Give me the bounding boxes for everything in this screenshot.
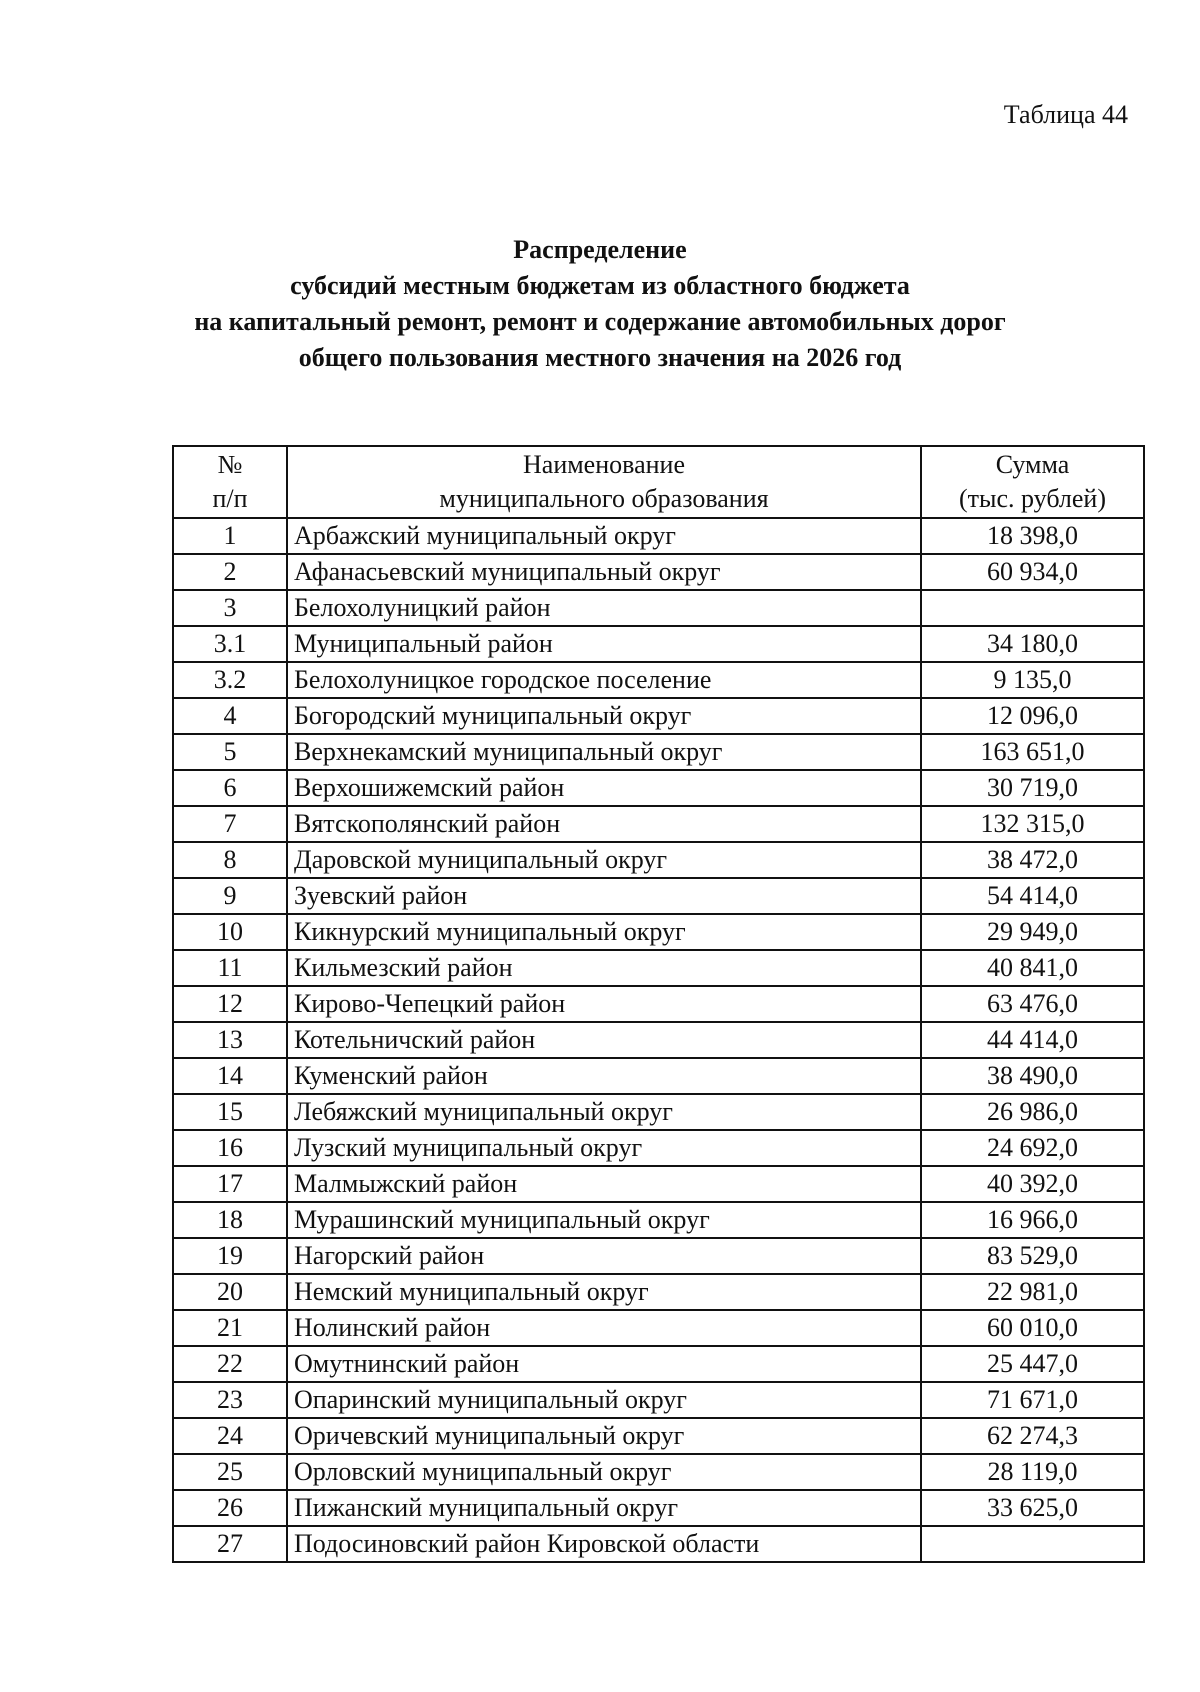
table-row [173, 1274, 1144, 1310]
header-number-line1: № [217, 450, 243, 479]
subsidy-distribution-table [172, 445, 1145, 1563]
header-amount-line2: (тыс. рублей) [958, 484, 1106, 513]
document-title [0, 232, 1200, 376]
row-amount-cell: 34 180,0 [921, 626, 1144, 662]
row-number-cell: 2 [173, 554, 287, 590]
row-municipality-cell: Лузский муниципальный округ [287, 1130, 921, 1166]
row-amount-cell: 60 934,0 [921, 554, 1144, 590]
row-amount-cell: 30 719,0 [921, 770, 1144, 806]
table-row [173, 626, 1144, 662]
row-number-cell: 3.2 [173, 662, 287, 698]
table-row [173, 554, 1144, 590]
row-number-cell: 5 [173, 734, 287, 770]
row-municipality-cell: Опаринский муниципальный округ [287, 1382, 921, 1418]
row-municipality-cell: Даровской муниципальный округ [287, 842, 921, 878]
row-municipality-cell: Оричевский муниципальный округ [287, 1418, 921, 1454]
table-row [173, 1526, 1144, 1562]
table-row [173, 1382, 1144, 1418]
row-amount-cell [921, 590, 1144, 626]
table-row [173, 950, 1144, 986]
table-row [173, 1310, 1144, 1346]
row-amount-cell: 44 414,0 [921, 1022, 1144, 1058]
row-municipality-cell: Муниципальный район [287, 626, 921, 662]
row-municipality-cell: Арбажский муниципальный округ [287, 518, 921, 554]
row-amount-cell: 132 315,0 [921, 806, 1144, 842]
table-row [173, 914, 1144, 950]
row-amount-cell: 63 476,0 [921, 986, 1144, 1022]
table-row [173, 806, 1144, 842]
table-row [173, 986, 1144, 1022]
row-municipality-cell: Омутнинский район [287, 1346, 921, 1382]
table-row [173, 1166, 1144, 1202]
table-row [173, 518, 1144, 554]
table-body [173, 518, 1144, 1562]
row-amount-cell: 29 949,0 [921, 914, 1144, 950]
row-amount-cell: 38 472,0 [921, 842, 1144, 878]
row-amount-cell: 83 529,0 [921, 1238, 1144, 1274]
table-row [173, 770, 1144, 806]
row-number-cell: 27 [173, 1526, 287, 1562]
row-municipality-cell: Белохолуницкий район [287, 590, 921, 626]
header-number [173, 446, 287, 518]
row-amount-cell: 38 490,0 [921, 1058, 1144, 1094]
row-amount-cell: 54 414,0 [921, 878, 1144, 914]
table-row [173, 662, 1144, 698]
table-row [173, 1346, 1144, 1382]
row-number-cell: 16 [173, 1130, 287, 1166]
row-number-cell: 15 [173, 1094, 287, 1130]
row-municipality-cell: Кирово-Чепецкий район [287, 986, 921, 1022]
row-number-cell: 23 [173, 1382, 287, 1418]
table-row [173, 1130, 1144, 1166]
row-number-cell: 12 [173, 986, 287, 1022]
row-amount-cell: 62 274,3 [921, 1418, 1144, 1454]
row-municipality-cell: Зуевский район [287, 878, 921, 914]
row-municipality-cell: Нагорский район [287, 1238, 921, 1274]
header-amount-line1: Сумма [995, 450, 1070, 479]
row-number-cell: 4 [173, 698, 287, 734]
header-number-line2: п/п [212, 484, 248, 513]
row-amount-cell: 33 625,0 [921, 1490, 1144, 1526]
row-number-cell: 13 [173, 1022, 287, 1058]
row-amount-cell: 22 981,0 [921, 1274, 1144, 1310]
row-number-cell: 18 [173, 1202, 287, 1238]
row-amount-cell: 25 447,0 [921, 1346, 1144, 1382]
row-number-cell: 3.1 [173, 626, 287, 662]
row-amount-cell: 9 135,0 [921, 662, 1144, 698]
row-amount-cell [921, 1526, 1144, 1562]
row-number-cell: 9 [173, 878, 287, 914]
row-municipality-cell: Нолинский район [287, 1310, 921, 1346]
row-municipality-cell: Верхошижемский район [287, 770, 921, 806]
row-number-cell: 14 [173, 1058, 287, 1094]
row-amount-cell: 60 010,0 [921, 1310, 1144, 1346]
table-row [173, 590, 1144, 626]
row-municipality-cell: Богородский муниципальный округ [287, 698, 921, 734]
row-number-cell: 11 [173, 950, 287, 986]
table-number-label: Таблица 44 [1003, 100, 1128, 129]
row-amount-cell: 26 986,0 [921, 1094, 1144, 1130]
title-line: Распределение [513, 235, 687, 264]
table-row [173, 878, 1144, 914]
table-row [173, 1418, 1144, 1454]
row-municipality-cell: Лебяжский муниципальный округ [287, 1094, 921, 1130]
table-row [173, 1058, 1144, 1094]
row-amount-cell: 16 966,0 [921, 1202, 1144, 1238]
row-amount-cell: 18 398,0 [921, 518, 1144, 554]
row-municipality-cell: Малмыжский район [287, 1166, 921, 1202]
row-amount-cell: 40 841,0 [921, 950, 1144, 986]
table-row [173, 1238, 1144, 1274]
row-municipality-cell: Пижанский муниципальный округ [287, 1490, 921, 1526]
table-row [173, 1202, 1144, 1238]
table-row [173, 1022, 1144, 1058]
row-municipality-cell: Вятскополянский район [287, 806, 921, 842]
row-amount-cell: 40 392,0 [921, 1166, 1144, 1202]
row-amount-cell: 71 671,0 [921, 1382, 1144, 1418]
row-number-cell: 10 [173, 914, 287, 950]
row-amount-cell: 28 119,0 [921, 1454, 1144, 1490]
row-number-cell: 6 [173, 770, 287, 806]
row-number-cell: 8 [173, 842, 287, 878]
row-municipality-cell: Куменский район [287, 1058, 921, 1094]
row-number-cell: 26 [173, 1490, 287, 1526]
table-row [173, 1490, 1144, 1526]
title-line: общего пользования местного значения на 2026 год [298, 343, 902, 372]
row-number-cell: 24 [173, 1418, 287, 1454]
row-number-cell: 17 [173, 1166, 287, 1202]
row-number-cell: 20 [173, 1274, 287, 1310]
table-row [173, 842, 1144, 878]
table-row [173, 698, 1144, 734]
row-municipality-cell: Немский муниципальный округ [287, 1274, 921, 1310]
row-amount-cell: 24 692,0 [921, 1130, 1144, 1166]
header-municipality-line1: Наименование [523, 450, 685, 479]
row-municipality-cell: Мурашинский муниципальный округ [287, 1202, 921, 1238]
row-amount-cell: 163 651,0 [921, 734, 1144, 770]
row-municipality-cell: Верхнекамский муниципальный округ [287, 734, 921, 770]
table-row [173, 1454, 1144, 1490]
row-number-cell: 21 [173, 1310, 287, 1346]
row-number-cell: 3 [173, 590, 287, 626]
row-municipality-cell: Орловский муниципальный округ [287, 1454, 921, 1490]
row-municipality-cell: Кикнурский муниципальный округ [287, 914, 921, 950]
row-municipality-cell: Подосиновский район Кировской области [287, 1526, 921, 1562]
row-municipality-cell: Белохолуницкое городское поселение [287, 662, 921, 698]
header-municipality [287, 446, 921, 518]
header-municipality-line2: муниципального образования [439, 484, 769, 513]
header-amount [921, 446, 1144, 518]
row-municipality-cell: Кильмезский район [287, 950, 921, 986]
title-line: на капитальный ремонт, ремонт и содержание автомобильных дорог [194, 307, 1006, 336]
row-number-cell: 7 [173, 806, 287, 842]
table-row [173, 734, 1144, 770]
row-municipality-cell: Котельничский район [287, 1022, 921, 1058]
row-number-cell: 25 [173, 1454, 287, 1490]
row-number-cell: 19 [173, 1238, 287, 1274]
row-municipality-cell: Афанасьевский муниципальный округ [287, 554, 921, 590]
title-line: субсидий местным бюджетам из областного бюджета [290, 271, 910, 300]
row-number-cell: 1 [173, 518, 287, 554]
table-row [173, 1094, 1144, 1130]
table-header-row [173, 446, 1144, 518]
row-amount-cell: 12 096,0 [921, 698, 1144, 734]
row-number-cell: 22 [173, 1346, 287, 1382]
